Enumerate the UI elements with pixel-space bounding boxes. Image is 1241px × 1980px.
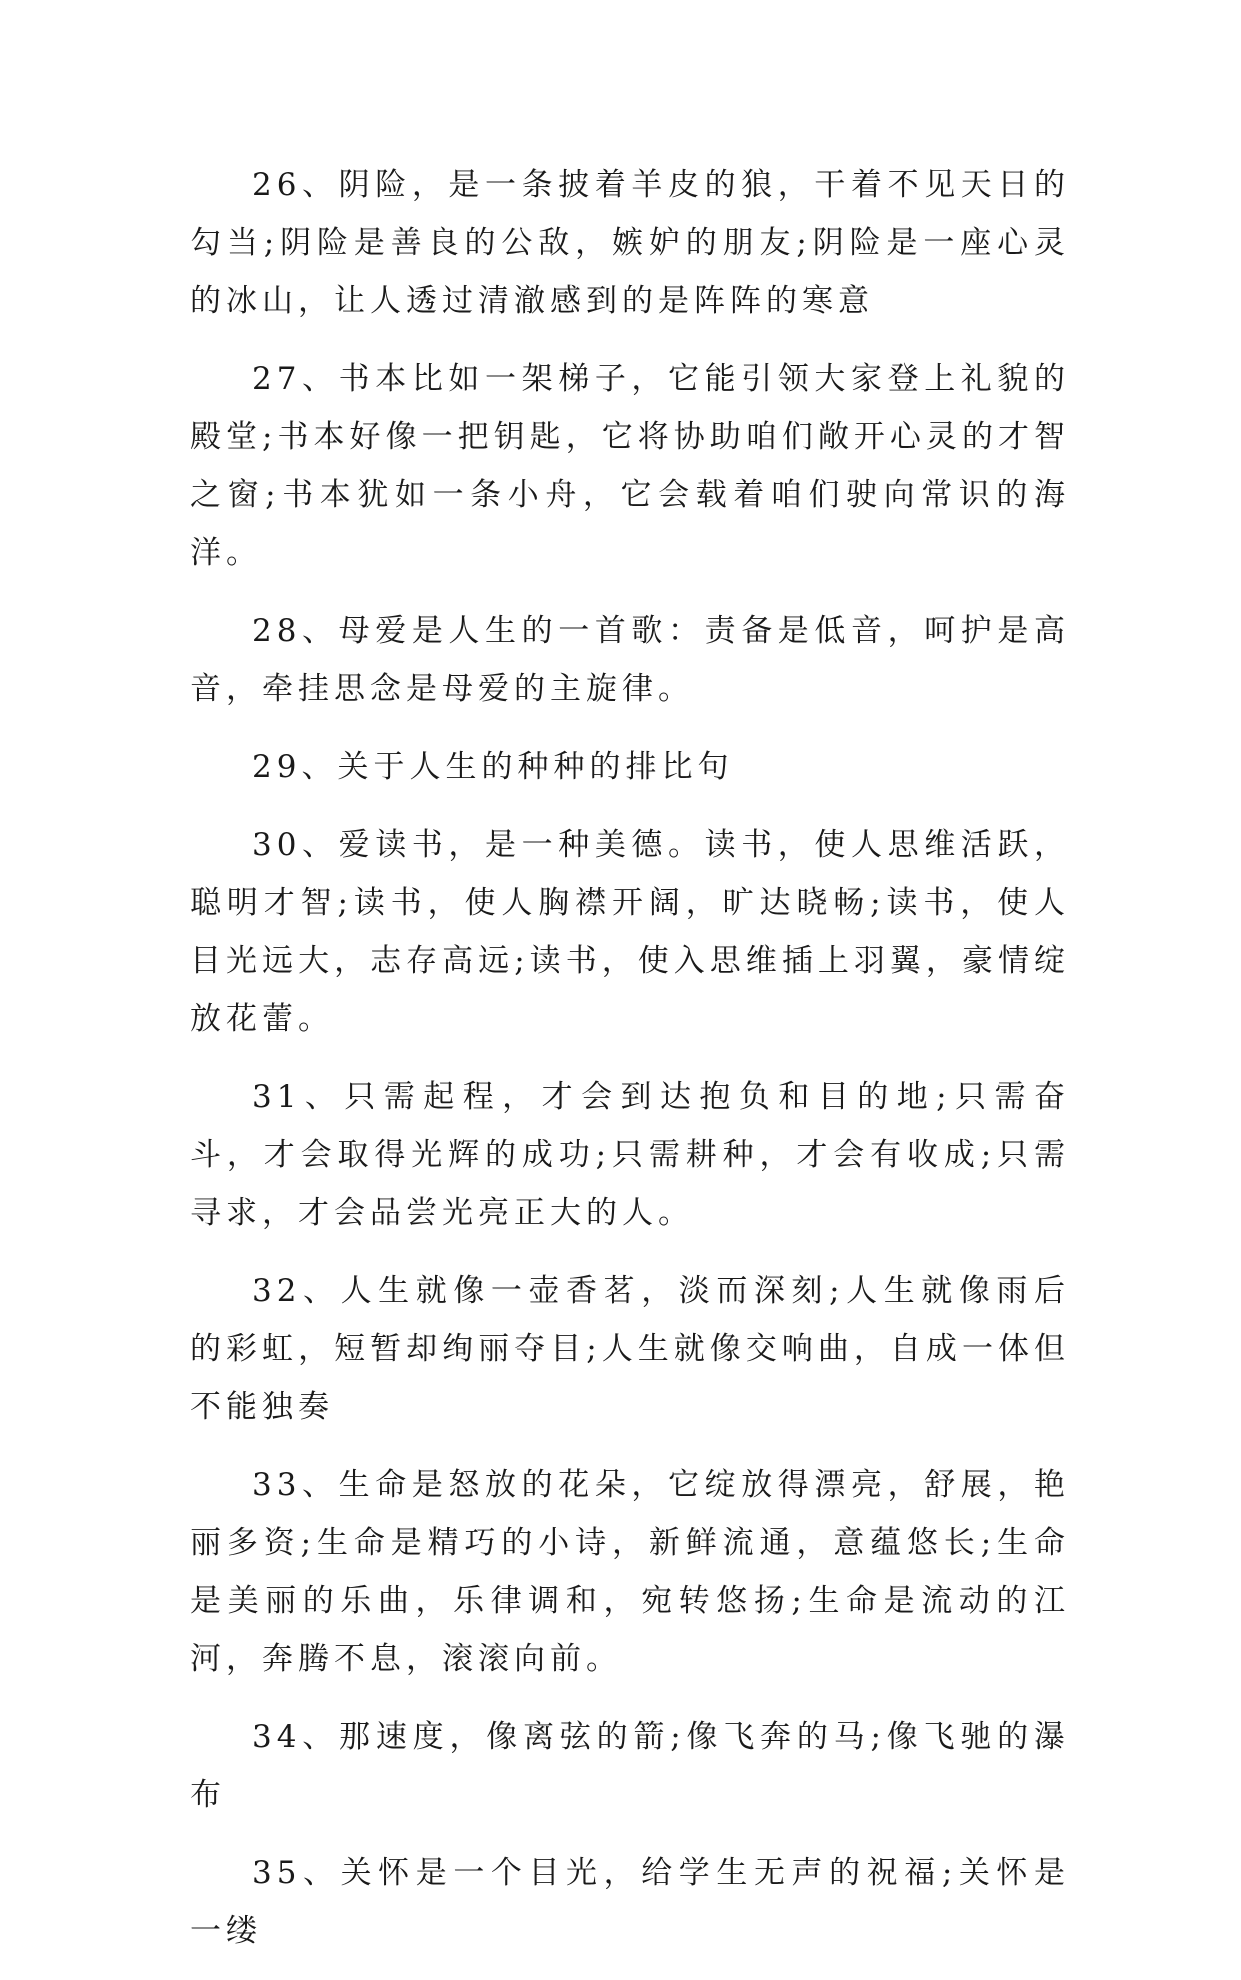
paragraph-31: 31、只需起程，才会到达抱负和目的地;只需奋斗，才会取得光辉的成功;只需耕种，才会有收成;只需寻求，才会品尝光亮正大的人。 xyxy=(190,1079,1070,1231)
paragraph-29: 29、关于人生的种种的排比句 xyxy=(252,749,734,785)
paragraph-27: 27、书本比如一架梯子，它能引领大家登上礼貌的殿堂;书本好像一把钥匙，它将协助咱们敞开心灵的才智之窗;书本犹如一条小舟，它会载着咱们驶向常识的海洋。 xyxy=(190,361,1070,571)
paragraph-28: 28、母爱是人生的一首歌：责备是低音，呵护是高音，牵挂思念是母爱的主旋律。 xyxy=(190,613,1070,707)
paragraph-34: 34、那速度，像离弦的箭;像飞奔的马;像飞驰的瀑布 xyxy=(190,1719,1070,1813)
paragraph-26: 26、阴险，是一条披着羊皮的狼，干着不见天日的勾当;阴险是善良的公敌，嫉妒的朋友;阴险是一座心灵的冰山，让人透过清澈感到的是阵阵的寒意 xyxy=(190,167,1070,319)
paragraph-35: 35、关怀是一个目光，给学生无声的祝福;关怀是一缕 xyxy=(190,1855,1070,1949)
paragraph-33: 33、生命是怒放的花朵，它绽放得漂亮，舒展，艳丽多资;生命是精巧的小诗，新鲜流通，意蕴悠长;生命是美丽的乐曲，乐律调和，宛转悠扬;生命是流动的江河，奔腾不息，滚滚向前。 xyxy=(190,1467,1070,1677)
paragraph-30: 30、爱读书，是一种美德。读书，使人思维活跃，聪明才智;读书，使人胸襟开阔，旷达晓畅;读书，使人目光远大，志存高远;读书，使入思维插上羽翼，豪情绽放花蕾。 xyxy=(190,827,1070,1037)
paragraph-32: 32、人生就像一壶香茗，淡而深刻;人生就像雨后的彩虹，短暂却绚丽夺目;人生就像交响曲，自成一体但不能独奏 xyxy=(190,1273,1070,1425)
document-body xyxy=(190,156,1070,1980)
